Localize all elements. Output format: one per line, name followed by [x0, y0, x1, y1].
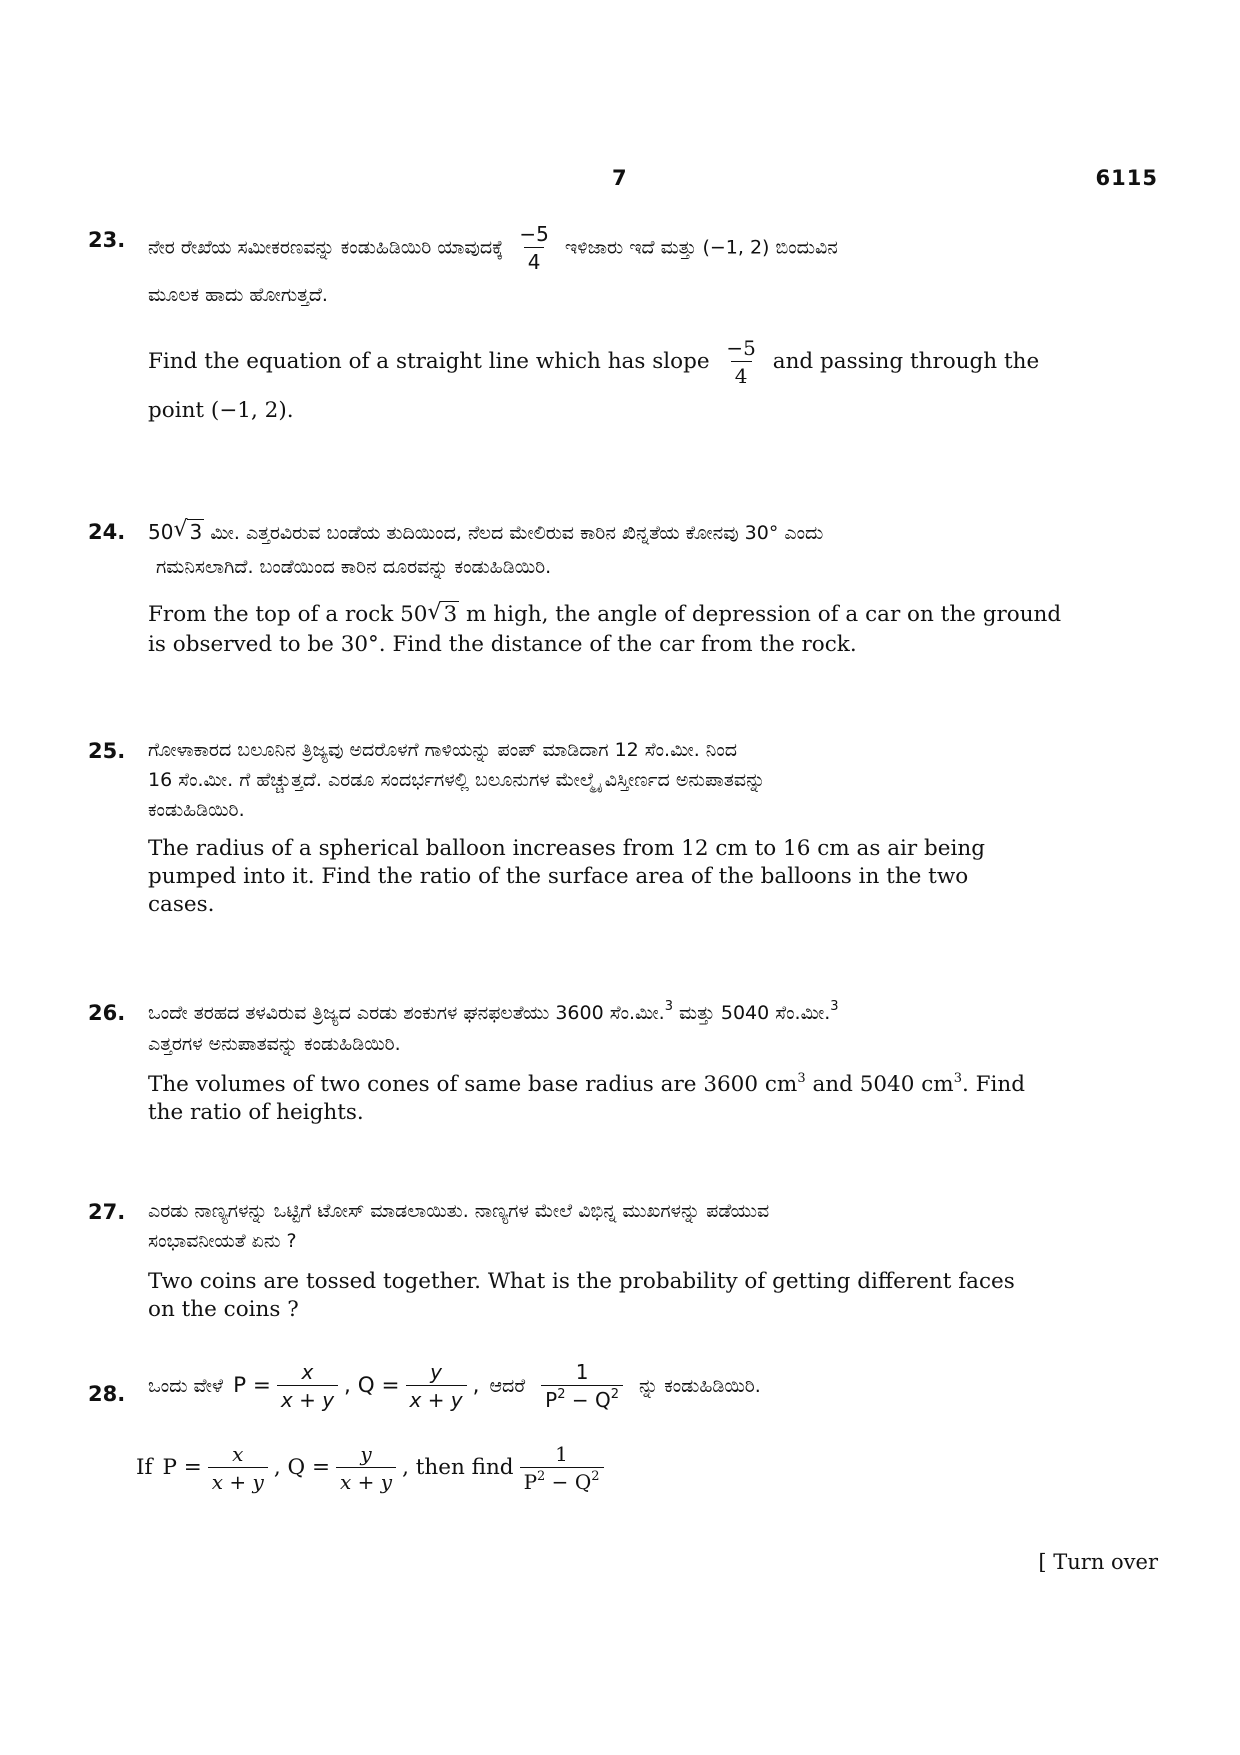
english-text: on the coins ?: [148, 1297, 299, 1322]
slope-fraction: $\frac{-5}{4}$: [726, 336, 756, 388]
question-number: 25.: [88, 739, 126, 763]
english-text: The volumes of two cones of same base radius are 3600 $cm^3$ and 5040 $cm^3$. Find: [148, 1071, 1026, 1097]
reciprocal-fraction: $\frac{1}{P^2 - Q^2}$: [520, 1442, 604, 1494]
kannada-text: ಎತ್ತರಗಳ ಅನುಪಾತವನ್ನು ಕಂಡುಹಿಡಿಯಿರಿ.: [148, 1033, 401, 1055]
kannada-text: ಒಂದೇ ತರಹದ ತಳವಿರುವ ತ್ರಿಜ್ಯದ ಎರಡು ಶಂಕುಗಳ ಘನಫಲತೆಯು 3600 ಸೆಂ.ಮೀ.$^3$ ಮತ್ತು 5040 ಸೆಂ.ಮೀ.$^3$: [148, 999, 839, 1024]
kannada-text: 50 √ 3 ಮೀ. ಎತ್ತರವಿರುವ ಬಂಡೆಯ ತುದಿಯಿಂದ, ನೆಲದ ಮೇಲಿರುವ ಕಾರಿನ ಖಿನ್ನತೆಯ ಕೋನವು 30° ಎಂದು: [148, 516, 1098, 550]
p-fraction: $\frac{x}{x + y}$: [208, 1442, 268, 1494]
question-number: 23.: [88, 228, 126, 252]
question-number: 24.: [88, 520, 126, 544]
english-text: pumped into it. Find the ratio of the surface area of the balloons in the two: [148, 864, 969, 889]
english-text: The radius of a spherical balloon increases from 12 cm to 16 cm as air being: [148, 836, 985, 861]
kannada-text: ಮೂಲಕ ಹಾದು ಹೋಗುತ್ತದೆ.: [148, 284, 328, 306]
english-text: is observed to be 30°. Find the distance of the car from the rock.: [148, 632, 857, 657]
paper-code: 6115: [1095, 166, 1158, 190]
page-number: 7: [612, 166, 627, 190]
question-body: [136, 1360, 1098, 1494]
kannada-text: ಗೋಳಾಕಾರದ ಬಲೂನಿನ ತ್ರಿಜ್ಯವು ಅದರೊಳಗೆ ಗಾಳಿಯನ್ನು ಪಂಪ್ ಮಾಡಿದಾಗ 12 ಸೆಂ.ಮೀ. ನಿಂದ: [148, 739, 738, 761]
question-body: [148, 997, 1098, 1127]
q-fraction: $\frac{y}{x + y}$: [336, 1442, 396, 1494]
english-text: Two coins are tossed together. What is the probability of getting different faces: [148, 1269, 1015, 1294]
question-number: 27.: [88, 1200, 126, 1224]
english-text: Find the equation of a straight line which has slope $\frac{-5}{4}$ and passing through the: [148, 336, 1040, 388]
english-text: point (−1, 2).: [148, 398, 294, 423]
q-fraction: $\frac{y}{x + y}$: [406, 1360, 467, 1412]
question-body: [148, 1196, 1098, 1324]
kannada-text: ಒಂದು ವೇಳೆ P = $\frac{x}{x + y}$ , Q = $\frac{y}{x + y}$ , ಆದರೆ $\frac{1}{P^2 - Q^2}$ ನ್ನು ಕಂಡುಹಿಡಿಯಿರಿ.: [148, 1360, 761, 1412]
p-fraction: $\frac{x}{x + y}$: [277, 1360, 338, 1412]
turn-over-note: [ Turn over: [1038, 1550, 1158, 1574]
kannada-text: 16 ಸೆಂ.ಮೀ. ಗೆ ಹೆಚ್ಚುತ್ತದೆ. ಎರಡೂ ಸಂದರ್ಭಗಳಲ್ಲಿ ಬಲೂನುಗಳ ಮೇಲ್ಮೈ ವಿಸ್ತೀರ್ಣದ ಅನುಪಾತವನ್ನು: [148, 769, 766, 791]
english-text: cases.: [148, 892, 215, 917]
kannada-text: ಸಂಭಾವನೀಯತೆ ಏನು ?: [148, 1230, 297, 1252]
question-body: [148, 516, 1098, 660]
english-text: From the top of a rock 50 √ 3 m high, the angle of depression of a car on the ground: [148, 600, 1098, 630]
question-body: [148, 222, 1098, 426]
kannada-text: ಕಂಡುಹಿಡಿಯಿರಿ.: [148, 799, 245, 821]
kannada-text: ನೇರ ರೇಖೆಯ ಸಮೀಕರಣವನ್ನು ಕಂಡುಹಿಡಿಯಿರಿ ಯಾವುದಕ್ಕೆ $\frac{-5}{4}$ ಇಳಿಜಾರು ಇದೆ ಮತ್ತು (−1, 2) ಬಿಂದುವಿನ: [148, 222, 838, 274]
kannada-text: ಗಮನಿಸಲಾಗಿದೆ. ಬಂಡೆಯಿಂದ ಕಾರಿನ ದೂರವನ್ನು ಕಂಡುಹಿಡಿಯಿರಿ.: [156, 556, 552, 578]
question-number: 26.: [88, 1001, 126, 1025]
square-root: √ 3: [173, 517, 203, 544]
slope-fraction: $\frac{-5}{4}$: [519, 222, 549, 274]
question-number: 28.: [88, 1382, 126, 1406]
english-text: If P = $\frac{x}{x + y}$ , Q = $\frac{y}{x + y}$ , then find $\frac{1}{P^2 - Q^2}$: [136, 1442, 1098, 1494]
english-text: the ratio of heights.: [148, 1100, 364, 1125]
reciprocal-fraction: $\frac{1}{P^2 - Q^2}$: [541, 1360, 623, 1412]
question-body: [148, 735, 1098, 919]
square-root: √ 3: [427, 600, 458, 627]
kannada-text: ಎರಡು ನಾಣ್ಯಗಳನ್ನು ಒಟ್ಟಿಗೆ ಟೋಸ್ ಮಾಡಲಾಯಿತು. ನಾಣ್ಯಗಳ ಮೇಲೆ ವಿಭಿನ್ನ ಮುಖಗಳನ್ನು ಪಡೆಯುವ: [148, 1200, 770, 1222]
